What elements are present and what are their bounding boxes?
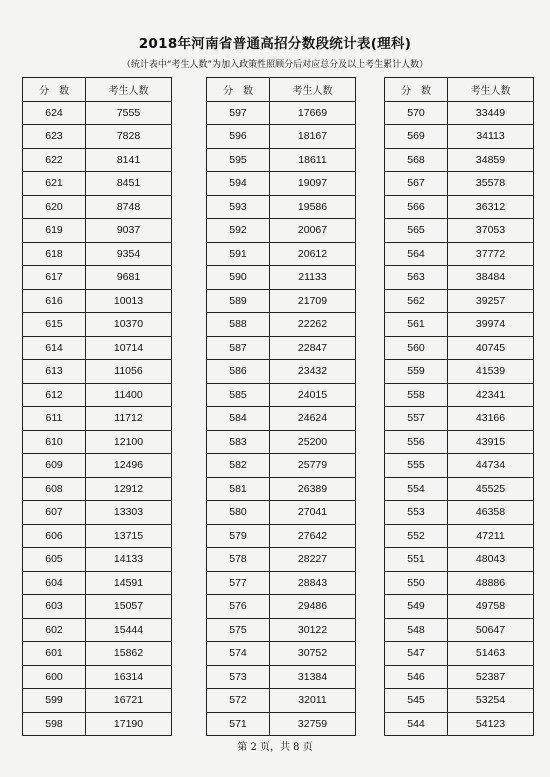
score-cell: 607 — [23, 501, 86, 525]
count-cell: 8451 — [86, 172, 172, 196]
score-cell: 574 — [207, 642, 270, 666]
header-count: 考生人数 — [86, 78, 172, 102]
score-cell: 547 — [385, 642, 448, 666]
score-cell: 575 — [207, 618, 270, 642]
score-cell: 570 — [385, 101, 448, 125]
count-cell: 28227 — [270, 548, 356, 572]
count-cell: 18611 — [270, 148, 356, 172]
count-cell: 9681 — [86, 266, 172, 290]
table-row — [385, 501, 534, 525]
score-table-3 — [384, 77, 534, 736]
table-row — [385, 665, 534, 689]
count-cell: 7555 — [86, 101, 172, 125]
count-cell: 39974 — [448, 313, 534, 337]
table-row — [385, 595, 534, 619]
count-cell: 38484 — [448, 266, 534, 290]
table-row — [23, 336, 172, 360]
count-cell: 40745 — [448, 336, 534, 360]
table-row — [207, 665, 356, 689]
count-cell: 10013 — [86, 289, 172, 313]
score-cell: 557 — [385, 407, 448, 431]
table-row — [385, 407, 534, 431]
score-cell: 611 — [23, 407, 86, 431]
table-row — [23, 712, 172, 736]
count-cell: 51463 — [448, 642, 534, 666]
count-cell: 32011 — [270, 689, 356, 713]
count-cell: 15444 — [86, 618, 172, 642]
score-cell: 621 — [23, 172, 86, 196]
score-table-2 — [206, 77, 356, 736]
table-row — [207, 336, 356, 360]
score-cell: 597 — [207, 101, 270, 125]
table-row — [207, 383, 356, 407]
table-row — [23, 618, 172, 642]
count-cell: 13715 — [86, 524, 172, 548]
header-score: 分 数 — [207, 78, 270, 102]
count-cell: 19586 — [270, 195, 356, 219]
count-cell: 19097 — [270, 172, 356, 196]
count-cell: 27642 — [270, 524, 356, 548]
header-row — [385, 78, 534, 102]
table-row — [207, 712, 356, 736]
count-cell: 23432 — [270, 360, 356, 384]
table-row — [385, 430, 534, 454]
score-cell: 595 — [207, 148, 270, 172]
table-row — [207, 219, 356, 243]
score-cell: 586 — [207, 360, 270, 384]
table-row — [385, 101, 534, 125]
table-row — [385, 618, 534, 642]
table-row — [207, 242, 356, 266]
table-row — [23, 548, 172, 572]
score-cell: 545 — [385, 689, 448, 713]
score-cell: 617 — [23, 266, 86, 290]
table-row — [23, 125, 172, 149]
table-row — [23, 360, 172, 384]
count-cell: 30752 — [270, 642, 356, 666]
table-row — [207, 148, 356, 172]
count-cell: 11712 — [86, 407, 172, 431]
count-cell: 49758 — [448, 595, 534, 619]
table-row — [207, 289, 356, 313]
header-count: 考生人数 — [270, 78, 356, 102]
score-cell: 592 — [207, 219, 270, 243]
count-cell: 28843 — [270, 571, 356, 595]
table-row — [23, 101, 172, 125]
table-row — [385, 548, 534, 572]
table-row — [385, 383, 534, 407]
table-row — [207, 548, 356, 572]
count-cell: 18167 — [270, 125, 356, 149]
score-cell: 551 — [385, 548, 448, 572]
count-cell: 12100 — [86, 430, 172, 454]
count-cell: 14133 — [86, 548, 172, 572]
table-row — [385, 712, 534, 736]
score-cell: 608 — [23, 477, 86, 501]
score-cell: 600 — [23, 665, 86, 689]
count-cell: 22847 — [270, 336, 356, 360]
table-row — [385, 336, 534, 360]
count-cell: 43166 — [448, 407, 534, 431]
score-cell: 552 — [385, 524, 448, 548]
score-cell: 578 — [207, 548, 270, 572]
count-cell: 30122 — [270, 618, 356, 642]
count-cell: 17669 — [270, 101, 356, 125]
count-cell: 37053 — [448, 219, 534, 243]
count-cell: 16314 — [86, 665, 172, 689]
count-cell: 21709 — [270, 289, 356, 313]
count-cell: 11400 — [86, 383, 172, 407]
score-cell: 564 — [385, 242, 448, 266]
score-cell: 616 — [23, 289, 86, 313]
table-row — [23, 689, 172, 713]
count-cell: 53254 — [448, 689, 534, 713]
count-cell: 9354 — [86, 242, 172, 266]
header-row — [23, 78, 172, 102]
count-cell: 43915 — [448, 430, 534, 454]
count-cell: 48043 — [448, 548, 534, 572]
score-cell: 579 — [207, 524, 270, 548]
table-row — [207, 571, 356, 595]
score-cell: 609 — [23, 454, 86, 478]
table-row — [207, 477, 356, 501]
table-row — [23, 477, 172, 501]
score-cell: 612 — [23, 383, 86, 407]
count-cell: 22262 — [270, 313, 356, 337]
table-row — [385, 454, 534, 478]
count-cell: 12912 — [86, 477, 172, 501]
score-cell: 549 — [385, 595, 448, 619]
score-cell: 554 — [385, 477, 448, 501]
score-cell: 571 — [207, 712, 270, 736]
score-cell: 618 — [23, 242, 86, 266]
header-score: 分 数 — [23, 78, 86, 102]
count-cell: 41539 — [448, 360, 534, 384]
count-cell: 39257 — [448, 289, 534, 313]
score-cell: 581 — [207, 477, 270, 501]
count-cell: 21133 — [270, 266, 356, 290]
score-cell: 589 — [207, 289, 270, 313]
score-cell: 623 — [23, 125, 86, 149]
count-cell: 10370 — [86, 313, 172, 337]
table-row — [207, 618, 356, 642]
score-cell: 544 — [385, 712, 448, 736]
score-cell: 613 — [23, 360, 86, 384]
page-title: 2018年河南省普通高招分数段统计表(理科) — [138, 36, 412, 52]
count-cell: 44734 — [448, 454, 534, 478]
count-cell: 13303 — [86, 501, 172, 525]
score-cell: 590 — [207, 266, 270, 290]
count-cell: 17190 — [86, 712, 172, 736]
count-cell: 11056 — [86, 360, 172, 384]
table-row — [207, 501, 356, 525]
score-cell: 563 — [385, 266, 448, 290]
table-row — [207, 172, 356, 196]
table-row — [23, 407, 172, 431]
score-cell: 565 — [385, 219, 448, 243]
count-cell: 36312 — [448, 195, 534, 219]
table-row — [207, 266, 356, 290]
count-cell: 42341 — [448, 383, 534, 407]
count-cell: 25779 — [270, 454, 356, 478]
table-row — [23, 595, 172, 619]
table-row — [23, 642, 172, 666]
score-cell: 594 — [207, 172, 270, 196]
score-cell: 588 — [207, 313, 270, 337]
count-cell: 47211 — [448, 524, 534, 548]
table-row — [385, 571, 534, 595]
table-row — [23, 501, 172, 525]
score-cell: 553 — [385, 501, 448, 525]
table-row — [207, 430, 356, 454]
score-cell: 622 — [23, 148, 86, 172]
table-row — [23, 454, 172, 478]
table-row — [207, 689, 356, 713]
count-cell: 45525 — [448, 477, 534, 501]
count-cell: 27041 — [270, 501, 356, 525]
table-row — [385, 266, 534, 290]
score-cell: 605 — [23, 548, 86, 572]
count-cell: 15057 — [86, 595, 172, 619]
table-row — [23, 289, 172, 313]
score-cell: 558 — [385, 383, 448, 407]
score-cell: 610 — [23, 430, 86, 454]
table-row — [23, 195, 172, 219]
table-row — [23, 148, 172, 172]
header-count: 考生人数 — [448, 78, 534, 102]
score-cell: 599 — [23, 689, 86, 713]
score-cell: 546 — [385, 665, 448, 689]
table-row — [23, 430, 172, 454]
score-cell: 596 — [207, 125, 270, 149]
score-cell: 573 — [207, 665, 270, 689]
score-cell: 560 — [385, 336, 448, 360]
table-row — [385, 148, 534, 172]
score-cell: 566 — [385, 195, 448, 219]
score-cell: 555 — [385, 454, 448, 478]
table-row — [207, 454, 356, 478]
score-cell: 550 — [385, 571, 448, 595]
table-row — [23, 524, 172, 548]
page-subtitle: （统计表中“考生人数”为加入政策性照顾分后对应总分及以上考生累计人数） — [121, 60, 429, 70]
count-cell: 14591 — [86, 571, 172, 595]
count-cell: 20067 — [270, 219, 356, 243]
score-cell: 567 — [385, 172, 448, 196]
count-cell: 33449 — [448, 101, 534, 125]
score-cell: 561 — [385, 313, 448, 337]
score-cell: 587 — [207, 336, 270, 360]
score-cell: 591 — [207, 242, 270, 266]
table-row — [385, 242, 534, 266]
count-cell: 32759 — [270, 712, 356, 736]
table-row — [207, 524, 356, 548]
score-cell: 584 — [207, 407, 270, 431]
table-row — [385, 524, 534, 548]
table-row — [23, 172, 172, 196]
count-cell: 54123 — [448, 712, 534, 736]
table-row — [207, 125, 356, 149]
table-row — [23, 219, 172, 243]
count-cell: 8748 — [86, 195, 172, 219]
count-cell: 52387 — [448, 665, 534, 689]
table-row — [207, 360, 356, 384]
score-cell: 602 — [23, 618, 86, 642]
count-cell: 7828 — [86, 125, 172, 149]
count-cell: 12496 — [86, 454, 172, 478]
count-cell: 34113 — [448, 125, 534, 149]
score-cell: 585 — [207, 383, 270, 407]
count-cell: 24624 — [270, 407, 356, 431]
table-row — [207, 313, 356, 337]
count-cell: 9037 — [86, 219, 172, 243]
table-row — [385, 313, 534, 337]
count-cell: 29486 — [270, 595, 356, 619]
count-cell: 25200 — [270, 430, 356, 454]
score-cell: 568 — [385, 148, 448, 172]
table-row — [207, 101, 356, 125]
score-table-1 — [22, 77, 172, 736]
score-cell: 582 — [207, 454, 270, 478]
score-cell: 624 — [23, 101, 86, 125]
score-cell: 619 — [23, 219, 86, 243]
score-cell: 606 — [23, 524, 86, 548]
score-cell: 580 — [207, 501, 270, 525]
score-cell: 601 — [23, 642, 86, 666]
table-row — [207, 195, 356, 219]
count-cell: 46358 — [448, 501, 534, 525]
count-cell: 35578 — [448, 172, 534, 196]
count-cell: 10714 — [86, 336, 172, 360]
table-row — [385, 125, 534, 149]
count-cell: 20612 — [270, 242, 356, 266]
score-cell: 562 — [385, 289, 448, 313]
score-cell: 577 — [207, 571, 270, 595]
table-row — [207, 642, 356, 666]
count-cell: 37772 — [448, 242, 534, 266]
count-cell: 34859 — [448, 148, 534, 172]
table-row — [385, 289, 534, 313]
count-cell: 50647 — [448, 618, 534, 642]
score-cell: 576 — [207, 595, 270, 619]
count-cell: 15862 — [86, 642, 172, 666]
count-cell: 26389 — [270, 477, 356, 501]
count-cell: 16721 — [86, 689, 172, 713]
table-row — [23, 266, 172, 290]
score-cell: 548 — [385, 618, 448, 642]
score-cell: 604 — [23, 571, 86, 595]
table-row — [23, 313, 172, 337]
score-cell: 598 — [23, 712, 86, 736]
page-footer: 第 2 页，共 8 页 — [237, 742, 313, 753]
table-row — [385, 219, 534, 243]
score-cell: 572 — [207, 689, 270, 713]
table-row — [207, 595, 356, 619]
table-row — [385, 477, 534, 501]
header-score: 分 数 — [385, 78, 448, 102]
score-cell: 559 — [385, 360, 448, 384]
table-row — [385, 642, 534, 666]
table-row — [385, 689, 534, 713]
table-row — [23, 571, 172, 595]
count-cell: 48886 — [448, 571, 534, 595]
count-cell: 8141 — [86, 148, 172, 172]
score-cell: 603 — [23, 595, 86, 619]
score-cell: 615 — [23, 313, 86, 337]
table-row — [23, 665, 172, 689]
table-row — [207, 407, 356, 431]
score-cell: 583 — [207, 430, 270, 454]
score-cell: 614 — [23, 336, 86, 360]
score-cell: 556 — [385, 430, 448, 454]
score-cell: 620 — [23, 195, 86, 219]
table-row — [23, 383, 172, 407]
score-cell: 593 — [207, 195, 270, 219]
score-cell: 569 — [385, 125, 448, 149]
table-row — [385, 172, 534, 196]
table-row — [385, 360, 534, 384]
table-row — [385, 195, 534, 219]
count-cell: 31384 — [270, 665, 356, 689]
table-row — [23, 242, 172, 266]
header-row — [207, 78, 356, 102]
count-cell: 24015 — [270, 383, 356, 407]
